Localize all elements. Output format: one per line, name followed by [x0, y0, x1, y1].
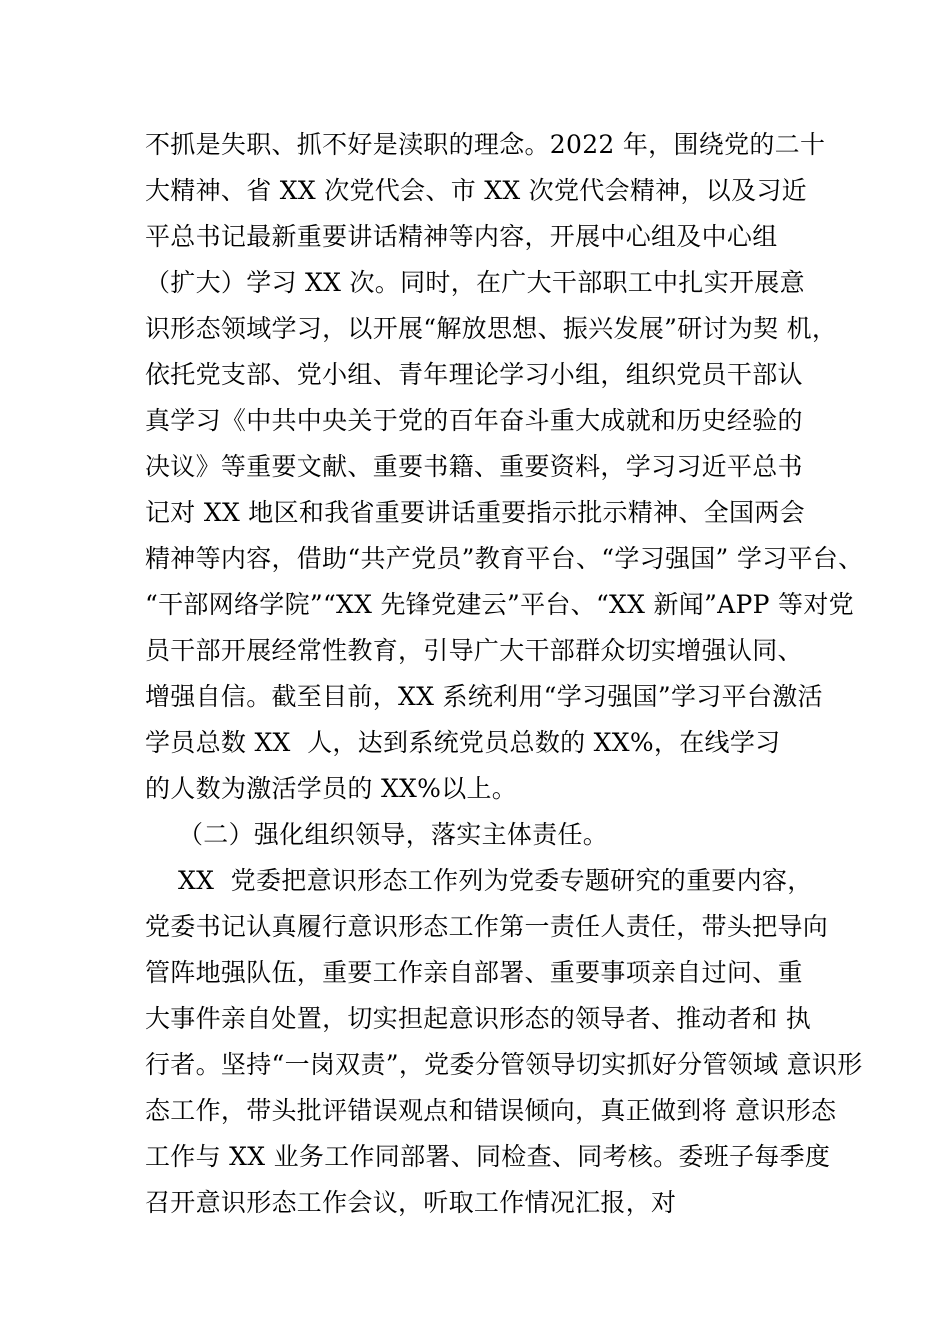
text-line: 不抓是失职、抓不好是渎职的理念。2022 年，围绕党的二十 [145, 130, 826, 159]
text-line: 召开意识形态工作会议，听取工作情况汇报，对 [145, 1188, 677, 1217]
text-line: 管阵地强队伍，重要工作亲自部署、重要事项亲自过问、重 [145, 958, 803, 987]
text-line: 增强自信。截至目前，XX 系统利用“学习强国”学习平台激活 [145, 682, 823, 711]
text-line: 行者。坚持“一岗双责”，党委分管领导切实抓好分管领域 意识形 [145, 1050, 863, 1079]
text-line: XX 党委把意识形态工作列为党委专题研究的重要内容， [145, 866, 813, 895]
text-line: 识形态领域学习，以开展“解放思想、振兴发展”研讨为契 机， [145, 314, 838, 343]
text-line: 学员总数 XX 人，达到系统党员总数的 XX%，在线学习 [145, 728, 781, 757]
text-line: （扩大）学习 XX 次。同时，在广大干部职工中扎实开展意 [145, 268, 805, 297]
text-line: 的人数为激活学员的 XX%以上。 [145, 774, 518, 803]
text-line: 大事件亲自处置，切实担起意识形态的领导者、推动者和 执 [145, 1004, 812, 1033]
text-line: 态工作，带头批评错误观点和错误倾向，真正做到将 意识形态 [145, 1096, 837, 1125]
text-line: 决议》等重要文献、重要书籍、重要资料，学习习近平总书 [145, 452, 803, 481]
text-line: 员干部开展经常性教育，引导广大干部群众切实增强认同、 [145, 636, 803, 665]
text-line: 工作与 XX 业务工作同部署、同检查、同考核。委班子每季度 [145, 1142, 831, 1171]
text-line: 党委书记认真履行意识形态工作第一责任人责任，带头把导向 [145, 912, 829, 941]
text-line: 真学习《中共中央关于党的百年奋斗重大成就和历史经验的 [145, 406, 803, 435]
text-line: 记对 XX 地区和我省重要讲话重要指示批示精神、全国两会 [145, 498, 805, 527]
text-line: “干部网络学院”“XX 先锋党建云”平台、“XX 新闻”APP 等对党 [145, 590, 854, 619]
section-heading: （二）强化组织领导，落实主体责任。 [145, 820, 609, 849]
text-line: 大精神、省 XX 次党代会、市 XX 次党代会精神，以及习近 [145, 176, 807, 205]
text-line: 精神等内容，借助“共产党员”教育平台、“学习强国” 学习平台、 [145, 544, 864, 573]
text-line: 平总书记最新重要讲话精神等内容，开展中心组及中心组 [145, 222, 778, 251]
body-text [145, 122, 864, 1226]
text-line: 依托党支部、党小组、青年理论学习小组，组织党员干部认 [145, 360, 803, 389]
